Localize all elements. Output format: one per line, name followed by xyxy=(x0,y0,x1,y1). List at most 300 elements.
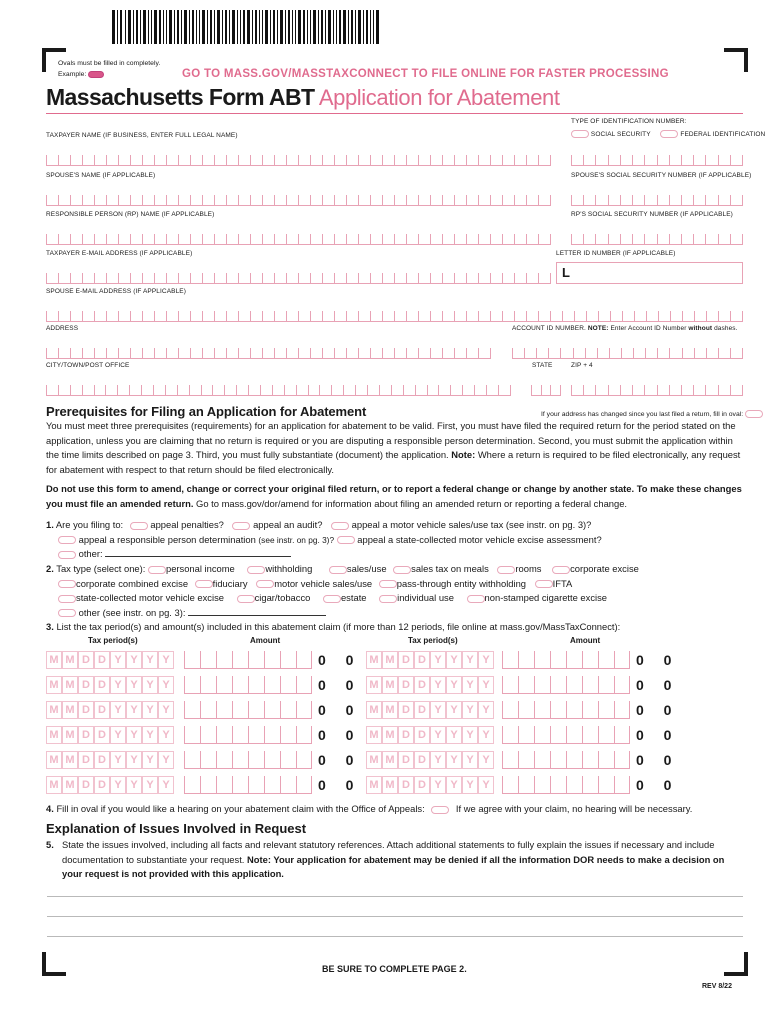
comb-cell xyxy=(634,311,646,321)
online-banner: GO TO MASS.GOV/MASSTAXCONNECT TO FILE ONLINE FOR FASTER PROCESSING xyxy=(182,68,669,80)
amount-digit-cell xyxy=(232,651,248,669)
comb-cell xyxy=(538,234,551,244)
q1-penalties-oval[interactable] xyxy=(130,522,148,530)
barcode xyxy=(112,10,380,44)
date-mask-cell: D xyxy=(94,751,110,769)
zip-field[interactable] xyxy=(571,374,743,396)
date-mask-cell: M xyxy=(62,751,78,769)
comb-cell xyxy=(334,234,346,244)
address-changed-label: If your address has changed since you last filed a return, fill in oval: xyxy=(541,410,744,418)
comb-cell xyxy=(531,385,541,395)
comb-cell xyxy=(418,155,430,165)
amount-cents: 0 0 xyxy=(636,752,680,768)
comb-cell xyxy=(250,234,262,244)
example-oval xyxy=(88,71,104,78)
comb-cell xyxy=(106,348,118,358)
prereq-note-bold: Note: xyxy=(451,449,476,461)
comb-cell xyxy=(130,348,142,358)
comb-cell xyxy=(346,273,358,283)
prereq-text: You must meet three prerequisites (requirements) for an application for abatement to be valid. First, you must have filed the required return for the period stated on the application, unless you are claiming that no return is required or you are disputing a responsible person determination. Second, you must submit the application within the time limits described on page 3. Third, you must fully substantiate (document) the application. xyxy=(46,420,736,461)
comb-cell xyxy=(462,385,474,395)
letter-id-field[interactable] xyxy=(556,262,743,284)
comb-cell xyxy=(632,155,644,165)
state-field[interactable] xyxy=(531,374,561,396)
amount-digit-cell xyxy=(598,701,614,719)
explanation-heading: Explanation of Issues Involved in Request xyxy=(46,821,307,836)
comb-cell xyxy=(394,195,406,205)
amount-digit-cell xyxy=(582,776,598,794)
amount-field[interactable] xyxy=(184,676,312,694)
spouse-email-label: SPOUSE E-MAIL ADDRESS (IF APPLICABLE) xyxy=(46,288,186,295)
city-field[interactable] xyxy=(46,374,511,396)
date-mask-cell: Y xyxy=(142,701,158,719)
q2-opt-sales-use: sales/use xyxy=(346,563,387,574)
amount-digit-cell xyxy=(232,776,248,794)
comb-cell xyxy=(514,195,526,205)
comb-cell xyxy=(538,195,551,205)
spouse-email-field[interactable] xyxy=(46,300,743,322)
corner-mark-bottom-left xyxy=(42,952,66,976)
amount-digit-cell xyxy=(598,751,614,769)
amount-field[interactable] xyxy=(184,726,312,744)
tax-period-field[interactable] xyxy=(366,651,494,669)
rp-ssn-label: RP'S SOCIAL SECURITY NUMBER (IF APPLICABLE) xyxy=(571,211,733,218)
comb-cell xyxy=(94,234,106,244)
corner-mark-bottom-right xyxy=(724,952,748,976)
q2-oval-non-stamped[interactable] xyxy=(467,595,485,603)
question-3 xyxy=(46,620,746,635)
taxpayer-name-field[interactable] xyxy=(46,144,551,166)
comb-cell xyxy=(298,195,310,205)
date-mask-cell: Y xyxy=(126,651,142,669)
q2-opt-non-stamped: non-stamped cigarette excise xyxy=(484,592,608,604)
comb-cell xyxy=(608,385,620,395)
ssn-oval[interactable] xyxy=(571,130,589,138)
amend-paragraph xyxy=(46,482,746,511)
date-mask-cell: Y xyxy=(478,701,494,719)
col-period-right: Tax period(s) xyxy=(408,636,458,645)
q2-oval-corporate-combined[interactable] xyxy=(58,580,76,588)
tax-period-field[interactable] xyxy=(366,701,494,719)
comb-cell xyxy=(322,273,334,283)
amount-digit-cell xyxy=(614,676,630,694)
comb-cell xyxy=(474,385,486,395)
tax-period-field[interactable] xyxy=(46,776,174,794)
date-mask-cell: D xyxy=(414,776,430,794)
date-mask-cell: Y xyxy=(462,676,478,694)
tax-period-field[interactable] xyxy=(366,776,494,794)
comb-cell xyxy=(632,385,644,395)
tax-period-field[interactable] xyxy=(46,751,174,769)
comb-cell xyxy=(310,234,322,244)
revision: REV 8/22 xyxy=(702,983,732,990)
q2-oval-withholding[interactable] xyxy=(247,566,265,574)
comb-cell xyxy=(524,348,536,358)
comb-cell xyxy=(694,311,706,321)
comb-cell xyxy=(382,348,394,358)
comb-cell xyxy=(406,273,418,283)
comb-cell xyxy=(118,348,130,358)
comb-cell xyxy=(622,311,634,321)
amount-field[interactable] xyxy=(184,701,312,719)
amount-digit-cell xyxy=(550,751,566,769)
comb-cell xyxy=(358,348,370,358)
tax-period-field[interactable] xyxy=(366,751,494,769)
q2-oval-pte-withholding[interactable] xyxy=(379,580,397,588)
comb-cell xyxy=(682,348,694,358)
comb-cell xyxy=(94,195,106,205)
comb-cell xyxy=(693,155,705,165)
comb-cell xyxy=(466,155,478,165)
date-mask-cell: Y xyxy=(478,776,494,794)
comb-cell xyxy=(538,273,551,283)
comb-cell xyxy=(382,155,394,165)
comb-cell xyxy=(82,273,94,283)
q2-number: 2. xyxy=(46,563,54,574)
amount-digit-cell xyxy=(502,701,518,719)
comb-cell xyxy=(214,311,226,321)
comb-cell xyxy=(178,311,190,321)
comb-cell xyxy=(154,311,166,321)
amount-digit-cell xyxy=(534,701,550,719)
amount-digit-cell xyxy=(502,651,518,669)
comb-cell xyxy=(238,311,250,321)
account-id-label xyxy=(512,325,738,332)
amount-digit-cell xyxy=(614,726,630,744)
comb-cell xyxy=(190,155,202,165)
date-mask-cell: Y xyxy=(142,726,158,744)
comb-cell xyxy=(583,234,595,244)
comb-cell xyxy=(370,273,382,283)
amount-digit-cell xyxy=(566,651,582,669)
comb-cell xyxy=(526,273,538,283)
comb-cell xyxy=(142,273,154,283)
date-mask-cell: Y xyxy=(110,726,126,744)
amount-digit-cell xyxy=(582,751,598,769)
comb-cell xyxy=(310,348,322,358)
fein-label: FEDERAL IDENTIFICATION xyxy=(680,130,766,138)
comb-cell xyxy=(730,385,743,395)
amount-field[interactable] xyxy=(184,776,312,794)
amount-digit-cell xyxy=(280,776,296,794)
comb-cell xyxy=(442,234,454,244)
comb-cell xyxy=(165,385,177,395)
comb-cell xyxy=(190,311,202,321)
amount-cents: 0 0 xyxy=(636,727,680,743)
city-label: CITY/TOWN/POST OFFICE xyxy=(46,362,130,369)
amount-digit-cell xyxy=(200,751,216,769)
comb-cell xyxy=(262,273,274,283)
q1-excise-oval[interactable] xyxy=(337,536,355,544)
explanation-line-3[interactable] xyxy=(47,936,743,937)
comb-cell xyxy=(548,348,560,358)
comb-cell xyxy=(394,234,406,244)
comb-cell xyxy=(478,311,490,321)
tax-period-field[interactable] xyxy=(46,676,174,694)
explanation-line-2[interactable] xyxy=(47,916,743,917)
q2-oval-individual-use[interactable] xyxy=(379,595,397,603)
q2-oval-cigar-tobacco[interactable] xyxy=(237,595,255,603)
tax-period-field[interactable] xyxy=(46,701,174,719)
amount-digit-cell xyxy=(598,676,614,694)
comb-cell xyxy=(706,348,718,358)
comb-cell xyxy=(94,155,106,165)
prereq-heading: Prerequisites for Filing an Application for Abatement xyxy=(46,404,367,419)
amount-digit-cell xyxy=(296,751,312,769)
comb-cell xyxy=(595,385,607,395)
q2-oval-meals[interactable] xyxy=(393,566,411,574)
title-rule xyxy=(46,113,743,114)
amount-digit-cell xyxy=(502,751,518,769)
hearing-oval[interactable] xyxy=(431,806,449,814)
amount-digit-cell xyxy=(614,776,630,794)
comb-cell xyxy=(166,348,178,358)
amount-field[interactable] xyxy=(184,651,312,669)
title-bold: Massachusetts Form ABT xyxy=(46,84,315,110)
amount-digit-cell xyxy=(598,651,614,669)
amount-digit-cell xyxy=(534,676,550,694)
explanation-line-1[interactable] xyxy=(47,896,743,897)
comb-cell xyxy=(70,155,82,165)
amount-cents: 0 0 xyxy=(636,677,680,693)
q1-mv-ref: (see instr. on pg. 3)? xyxy=(505,519,592,530)
comb-cell xyxy=(478,155,490,165)
q2-opt-mv-sales-use: motor vehicle sales/use xyxy=(274,577,373,589)
comb-cell xyxy=(646,311,658,321)
amount-field[interactable] xyxy=(502,776,630,794)
question-4 xyxy=(46,802,692,817)
rp-ssn-field[interactable] xyxy=(571,223,743,245)
comb-cell xyxy=(718,311,730,321)
explanation-note: Note: Your application for abatement may be denied if all the information DOR needs to make a decision on your request is not provided with this application. xyxy=(62,853,725,880)
date-mask-cell: Y xyxy=(126,701,142,719)
comb-cell xyxy=(490,155,502,165)
q2-oval-personal-income[interactable] xyxy=(148,566,166,574)
tax-period-field[interactable] xyxy=(366,726,494,744)
account-id-title: ACCOUNT ID NUMBER. xyxy=(512,325,586,332)
amount-digit-cell xyxy=(184,676,200,694)
comb-cell xyxy=(430,273,442,283)
q2-opt-pte-withholding: pass-through entity withholding xyxy=(396,577,527,589)
date-mask-cell: Y xyxy=(446,751,462,769)
date-mask-cell: Y xyxy=(478,751,494,769)
amount-digit-cell xyxy=(534,776,550,794)
q1-excise-label: appeal a state-collected motor vehicle excise assessment? xyxy=(357,533,602,545)
taxpayer-name-label: TAXPAYER NAME (IF BUSINESS, ENTER FULL LEGAL NAME) xyxy=(46,132,238,139)
amount-digit-cell xyxy=(264,726,280,744)
comb-cell xyxy=(583,155,595,165)
date-mask-cell: Y xyxy=(446,676,462,694)
q2-oval-mv-sales-use[interactable] xyxy=(256,580,274,588)
spouse-name-field[interactable] xyxy=(46,184,551,206)
comb-cell xyxy=(82,195,94,205)
q1-mv-oval[interactable] xyxy=(331,522,349,530)
tax-period-field[interactable] xyxy=(366,676,494,694)
fein-oval[interactable] xyxy=(660,130,678,138)
taxpayer-id-field[interactable] xyxy=(571,144,743,166)
letter-id-label: LETTER ID NUMBER (IF APPLICABLE) xyxy=(556,250,676,257)
date-mask-cell: D xyxy=(94,676,110,694)
amount-digit-cell xyxy=(550,676,566,694)
q2-oval-ifta[interactable] xyxy=(535,580,553,588)
date-mask-cell: M xyxy=(62,726,78,744)
date-mask-cell: D xyxy=(94,726,110,744)
q2-oval-fiduciary[interactable] xyxy=(195,580,213,588)
comb-cell xyxy=(154,234,166,244)
amount-digit-cell xyxy=(582,651,598,669)
amount-field[interactable] xyxy=(502,726,630,744)
comb-cell xyxy=(130,195,142,205)
date-mask-cell: M xyxy=(366,776,382,794)
date-mask-cell: Y xyxy=(158,751,174,769)
comb-cell xyxy=(644,385,656,395)
comb-cell xyxy=(550,385,561,395)
amount-digit-cell xyxy=(232,701,248,719)
address-label: ADDRESS xyxy=(46,325,79,332)
amount-field[interactable] xyxy=(502,701,630,719)
comb-cell xyxy=(190,348,202,358)
q2-oval-rooms[interactable] xyxy=(497,566,515,574)
account-id-field[interactable] xyxy=(512,337,743,359)
q4-number: 4. xyxy=(46,803,54,814)
comb-cell xyxy=(718,234,730,244)
comb-cell xyxy=(620,234,632,244)
q1-lead: Are you filing to: xyxy=(55,519,124,530)
comb-cell xyxy=(212,385,224,395)
col-amount-left: Amount xyxy=(250,636,281,645)
q2-oval-state-mv-excise[interactable] xyxy=(58,595,76,603)
comb-cell xyxy=(620,195,632,205)
taxpayer-email-field[interactable] xyxy=(46,262,551,284)
comb-cell xyxy=(394,155,406,165)
comb-cell xyxy=(82,311,94,321)
comb-cell xyxy=(286,234,298,244)
comb-cell xyxy=(657,155,669,165)
amount-digit-cell xyxy=(566,751,582,769)
comb-cell xyxy=(583,195,595,205)
zip-label: ZIP + 4 xyxy=(571,362,593,369)
date-mask-cell: M xyxy=(62,776,78,794)
q2-oval-other[interactable] xyxy=(58,609,76,617)
comb-cell xyxy=(442,273,454,283)
date-mask-cell: Y xyxy=(430,676,446,694)
comb-cell xyxy=(682,311,694,321)
amount-digit-cell xyxy=(502,726,518,744)
date-mask-cell: Y xyxy=(462,651,478,669)
comb-cell xyxy=(58,385,70,395)
tax-period-field[interactable] xyxy=(46,726,174,744)
comb-cell xyxy=(526,234,538,244)
comb-cell xyxy=(382,234,394,244)
q1-audit-oval[interactable] xyxy=(232,522,250,530)
comb-cell xyxy=(274,234,286,244)
comb-cell xyxy=(418,234,430,244)
amount-field[interactable] xyxy=(502,651,630,669)
date-mask-cell: Y xyxy=(430,776,446,794)
q2-oval-sales-use[interactable] xyxy=(329,566,347,574)
amount-digit-cell xyxy=(248,751,264,769)
date-mask-cell: Y xyxy=(430,726,446,744)
prereq-paragraph xyxy=(46,419,746,477)
date-mask-cell: Y xyxy=(446,651,462,669)
comb-cell xyxy=(718,195,730,205)
date-mask-cell: D xyxy=(398,726,414,744)
q1-rp-label: appeal a responsible person determination xyxy=(78,533,256,545)
comb-cell xyxy=(238,234,250,244)
comb-cell xyxy=(514,273,526,283)
comb-cell xyxy=(142,155,154,165)
comb-cell xyxy=(490,311,502,321)
prereq-note: Where a return is required to be filed electronically, any request for abatement with respect to that return should be filed electronically. xyxy=(46,449,741,475)
rp-name-field[interactable] xyxy=(46,223,551,245)
comb-cell xyxy=(142,234,154,244)
comb-cell xyxy=(58,155,70,165)
comb-cell xyxy=(286,311,298,321)
amount-digit-cell xyxy=(248,676,264,694)
q1-other-line[interactable] xyxy=(105,547,291,557)
comb-cell xyxy=(490,273,502,283)
tax-period-field[interactable] xyxy=(46,651,174,669)
q2-oval-estate[interactable] xyxy=(323,595,341,603)
date-mask-cell: M xyxy=(46,701,62,719)
amount-digit-cell xyxy=(296,676,312,694)
amount-field[interactable] xyxy=(184,751,312,769)
amount-digit-cell xyxy=(566,676,582,694)
comb-cell xyxy=(705,234,717,244)
q2-opt-fiduciary: fiduciary xyxy=(212,577,248,589)
comb-cell xyxy=(58,234,70,244)
address-changed-oval[interactable] xyxy=(745,410,763,418)
amount-digit-cell xyxy=(280,751,296,769)
amount-digit-cell xyxy=(216,651,232,669)
comb-cell xyxy=(262,348,274,358)
comb-cell xyxy=(106,195,118,205)
q1-other-oval[interactable] xyxy=(58,551,76,559)
comb-cell xyxy=(644,195,656,205)
comb-cell xyxy=(486,385,498,395)
q1-other-label: other: xyxy=(78,548,103,560)
comb-cell xyxy=(214,234,226,244)
spouse-ssn-field[interactable] xyxy=(571,184,743,206)
amount-field[interactable] xyxy=(502,751,630,769)
comb-cell xyxy=(490,234,502,244)
comb-cell xyxy=(693,195,705,205)
amount-digit-cell xyxy=(232,676,248,694)
amount-digit-cell xyxy=(184,776,200,794)
address-field[interactable] xyxy=(46,337,491,359)
date-mask-cell: D xyxy=(94,651,110,669)
comb-cell xyxy=(442,311,454,321)
amount-field[interactable] xyxy=(502,676,630,694)
comb-cell xyxy=(430,348,442,358)
comb-cell xyxy=(346,311,358,321)
comb-cell xyxy=(129,385,141,395)
comb-cell xyxy=(178,195,190,205)
q1-rp-oval[interactable] xyxy=(58,536,76,544)
comb-cell xyxy=(142,348,154,358)
comb-cell xyxy=(657,348,669,358)
comb-cell xyxy=(94,311,106,321)
comb-cell xyxy=(430,311,442,321)
comb-cell xyxy=(571,234,583,244)
amount-digit-cell xyxy=(264,651,280,669)
comb-cell xyxy=(202,234,214,244)
date-mask-cell: D xyxy=(78,726,94,744)
comb-cell xyxy=(705,155,717,165)
q2-other-line[interactable] xyxy=(188,606,326,616)
q2-oval-corporate-excise[interactable] xyxy=(552,566,570,574)
comb-cell xyxy=(415,385,427,395)
